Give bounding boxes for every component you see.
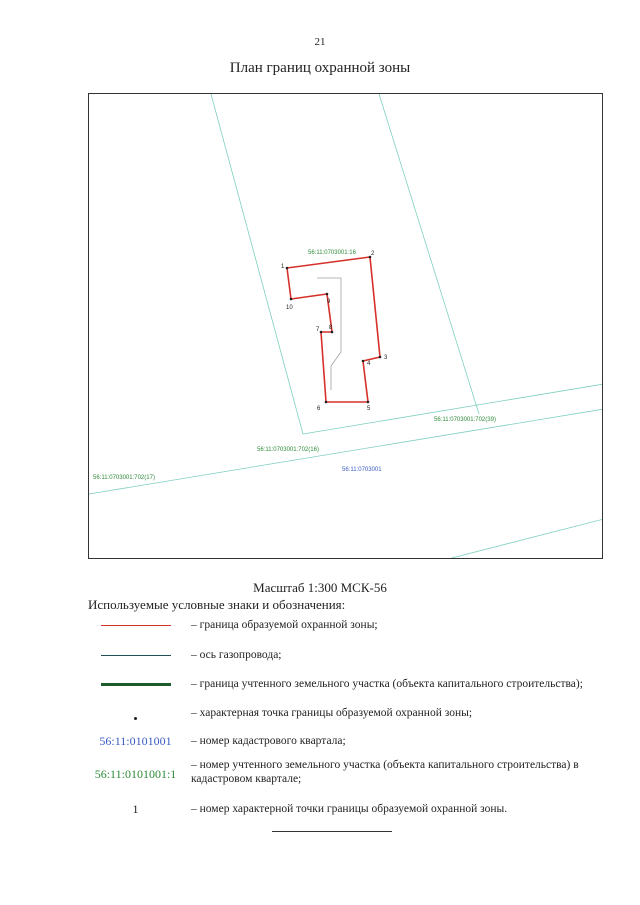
legend-text: – ось газопровода; [191, 649, 282, 661]
parcel-label-17: 56:11:0703001:702(17) [93, 475, 155, 481]
point-6 [325, 401, 328, 404]
legend-text: – характерная точка границы образуемой охранной зоны; [191, 707, 473, 719]
protection-zone-boundary [287, 257, 380, 402]
legend-text: – номер характерной точки границы образуемой охранной зоны. [191, 803, 508, 815]
legend-symbol-point-number [88, 799, 183, 819]
point-label-2: 2 [371, 251, 375, 257]
quarter-label: 56:11:0703001 [342, 467, 382, 473]
legend-text: – граница образуемой охранной зоны; [191, 619, 378, 631]
legend-text: – номер кадастрового квартала; [191, 735, 346, 747]
legend-symbol-red-line [88, 615, 183, 635]
point-7 [320, 331, 323, 334]
legend-row-parcel-boundary [88, 674, 608, 694]
legend-symbol-parcel-label [88, 764, 183, 784]
point-5 [367, 401, 370, 404]
plan-title: План границ охранной зоны [229, 60, 411, 76]
legend-parcel-sample: 56:11:0101001:1 [94, 766, 177, 781]
parcel-line-corner [444, 519, 603, 559]
legend-heading: Используемые условные знаки и обозначения: [88, 597, 346, 612]
point-10 [290, 298, 293, 301]
parcel-label-16: 56:11:0703001:702(16) [257, 447, 319, 453]
point-label-4: 4 [367, 361, 371, 367]
parcel-line-bottom [303, 384, 603, 434]
legend-text: – номер учтенного земельного участка (объекта капитального строительства) в кадастровом квартале; [191, 759, 579, 785]
boundary-plan-map [89, 94, 603, 559]
point-9 [326, 293, 329, 296]
legend-symbol-pipeline-line [88, 645, 183, 665]
page-number: 21 [314, 36, 326, 48]
parcel-line-south [89, 409, 603, 494]
legend-text: – граница учтенного земельного участка (объекта капитального строительства); [191, 678, 583, 690]
bottom-divider [272, 831, 392, 832]
point-label-1: 1 [281, 264, 285, 270]
legend-symbol-dot [88, 703, 183, 723]
point-label-8: 8 [329, 325, 333, 331]
legend-row-parcel-number [88, 758, 608, 790]
map-frame [88, 93, 603, 559]
legend-row-point-number [88, 799, 608, 819]
point-label-3: 3 [384, 355, 388, 361]
point-1 [286, 267, 289, 270]
point-label-6: 6 [317, 406, 321, 412]
scale-caption: Масштаб 1:300 МСК-56 [253, 580, 387, 595]
point-label-9: 9 [327, 299, 331, 305]
parcel-line-right [379, 94, 479, 414]
point-4 [362, 360, 365, 363]
parcel-label-39: 56:11:0703001:702(39) [434, 417, 496, 423]
parcel-label-main: 56:11:0703001:16 [308, 250, 356, 256]
point-label-5: 5 [367, 406, 371, 412]
point-label-10: 10 [286, 305, 293, 311]
legend-row-quarter-number [88, 731, 608, 751]
point-3 [379, 356, 382, 359]
legend-symbol-green-line [88, 674, 183, 694]
legend-row-pipeline-axis [88, 645, 608, 665]
legend-row-zone-boundary [88, 615, 608, 635]
legend-quarter-sample: 56:11:0101001 [99, 733, 172, 748]
point-label-7: 7 [316, 327, 320, 333]
point-8 [331, 331, 334, 334]
legend-symbol-quarter-label [88, 731, 183, 751]
legend-row-characteristic-point [88, 703, 608, 723]
legend-point-sample: 1 [132, 801, 139, 816]
parcel-line-left [211, 94, 303, 434]
